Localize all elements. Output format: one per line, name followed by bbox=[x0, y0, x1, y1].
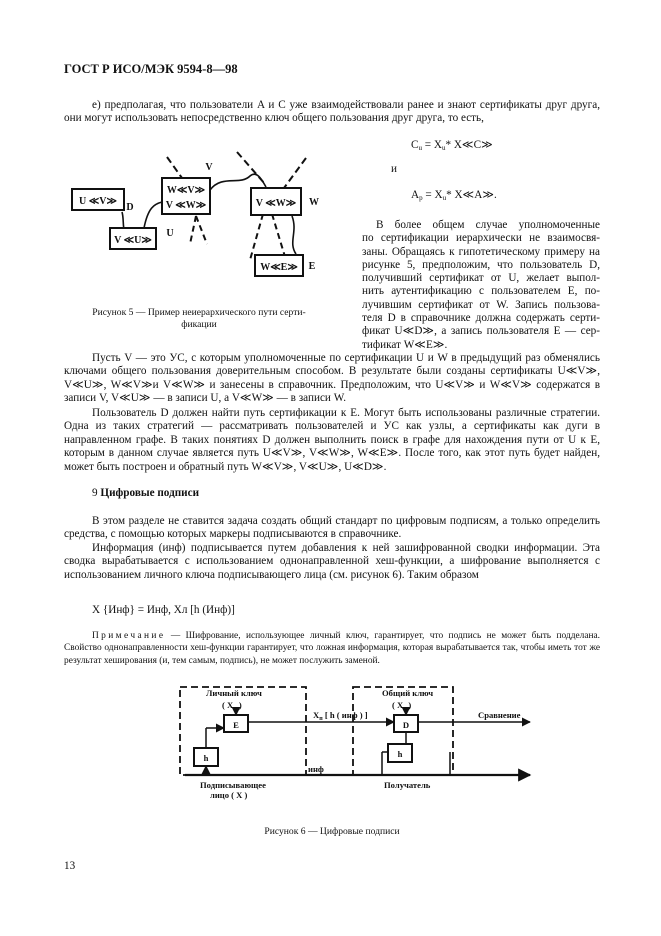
cert-w-v-label: W≪V≫ bbox=[166, 185, 206, 196]
right-line: лучившим сертификат от W. Запись пользова- bbox=[362, 298, 600, 311]
right-line: фикат U≪D≫, а запись пользователя E — сер- bbox=[362, 325, 600, 338]
node-u-label: U bbox=[166, 228, 174, 239]
right-line: рисунке 5, предположим, что пользователь D, bbox=[362, 258, 600, 271]
info-line-label: инф bbox=[308, 764, 324, 774]
note-paragraph bbox=[64, 630, 600, 667]
node-d-label: D bbox=[126, 202, 134, 213]
formula-c: $C_u = X_u*$ X≪C≫ bbox=[411, 139, 493, 152]
public-key-symbol: ( $X_о$ ) bbox=[392, 700, 412, 712]
right-line: по сертификации иерархически не взаимосвя- bbox=[362, 232, 600, 245]
formula-a: $A_p = X_u*$ X≪A≫. bbox=[411, 189, 497, 202]
section-number: 9 bbox=[92, 487, 98, 499]
personal-key-symbol: ( $X_п$ ) bbox=[222, 700, 242, 712]
node-w-label: W bbox=[309, 197, 319, 208]
page-header: ГОСТ Р ИСО/МЭК 9594-8—98 bbox=[64, 62, 238, 76]
section-heading bbox=[92, 487, 199, 499]
figure-6-caption: Рисунок 6 — Цифровые подписи bbox=[264, 826, 400, 837]
cert-u-v-label: U ≪V≫ bbox=[79, 196, 117, 207]
right-line: получивший сертификат от U, желает выпол- bbox=[362, 272, 600, 285]
figure-5-caption bbox=[64, 307, 334, 331]
formula-signature: X {Инф} = Инф, Xл [h (Инф)] bbox=[92, 604, 235, 616]
personal-key-label: Личный ключ bbox=[206, 688, 262, 698]
section-title: Цифровые подписи bbox=[100, 487, 200, 499]
right-column-paragraph bbox=[362, 219, 600, 352]
right-line: заны. Обращаясь к гипотетическому примеру на bbox=[362, 245, 600, 258]
box-d-label: D bbox=[402, 720, 410, 730]
node-v-label: V bbox=[205, 162, 213, 173]
node-e-label: E bbox=[308, 261, 316, 272]
paragraph-razdel: В этом разделе не ставится задача создать общий стандарт по цифровым подписям, а только определить средства, с помощью которых маркеры подписываются в справочнике. bbox=[64, 515, 600, 541]
note-label: Примечание bbox=[92, 631, 166, 641]
box-h-signer: h bbox=[203, 753, 209, 763]
paragraph-pust: Пусть V — это УС, с которым уполномоченные по сертификации U и W в предыдущий раз обменялись ключами общего пользования доверительным способом. В результате были созданы сертификаты U≪V≫, V≪U≫, W≪V≫и V≪W≫ и занесены в справочник. Предположим, что U≪V≫ и W≪V≫ содержатся в записи V, V≪U≫ — в записи U, а V≪W≫ — в записи W. bbox=[64, 352, 600, 405]
figure-5-caption-line1: Рисунок 5 — Пример неиерархического пути серти- bbox=[92, 307, 306, 318]
cert-w-e-label: W≪E≫ bbox=[260, 262, 298, 273]
figure-5-caption-line2: фикации bbox=[181, 318, 217, 330]
signer-label-line2: лицо ( X ) bbox=[210, 790, 248, 800]
public-key-label: Общий ключ bbox=[382, 688, 434, 698]
receiver-label: Получатель bbox=[384, 780, 431, 790]
right-line: нить аутентификацию с пользователем E, по- bbox=[362, 285, 600, 298]
right-line: теля D в справочнике должна содержать серти- bbox=[362, 312, 600, 325]
right-line: В более общем случае уполномоченные bbox=[376, 219, 600, 231]
signer-label-line1: Подписывающее bbox=[200, 780, 266, 790]
paragraph-e: е) предполагая, что пользователи A и C уже взаимодействовали ранее и знают сертификаты друг друга, они могут использовать непосредственно ключ общего пользования друг друга, то есть, bbox=[64, 99, 600, 125]
page-number: 13 bbox=[64, 860, 76, 872]
right-line: тификат W≪E≫. bbox=[362, 338, 448, 351]
formula-and: и bbox=[391, 163, 397, 175]
paragraph-info: Информация (инф) подписывается путем добавления к ней зашифрованной сводки информации. Эта сводка вырабатывается с использованием однонаправленной хеш-функции, а шифрование выполняется с использованием личного ключа подписывающего лица (см. рисунок 6). Таким образом bbox=[64, 542, 600, 581]
compare-label: Сравнение bbox=[478, 710, 521, 720]
cert-v-w-label: V ≪W≫ bbox=[165, 200, 207, 211]
encrypted-hash-label: $X_п$ [ h ( инф ) ] bbox=[313, 710, 368, 722]
figure-5-diagram bbox=[62, 150, 352, 280]
box-e-label: E bbox=[233, 720, 239, 730]
figure-6-diagram bbox=[150, 684, 535, 800]
cert-v-w-label-2: V ≪W≫ bbox=[255, 198, 297, 209]
paragraph-polzovatel: Пользователь D должен найти путь сертификации к E. Могут быть использованы различные стратегии. Одна из таких стратегий — рассматривать пользователей и УС как узлы, а сертификаты как дуги в направленном графе. В таких понятиях D должен выполнить поиск в графе для нахождения пути от U к E, которым в данном случае является путь U≪V≫, V≪W≫, W≪E≫. После того, как этот путь будет найден, может быть построен и обратный путь W≪V≫, V≪U≫, U≪D≫. bbox=[64, 407, 600, 473]
cert-v-u-label: V ≪U≫ bbox=[114, 235, 152, 246]
box-h-receiver: h bbox=[397, 749, 403, 759]
note-text: — Шифрование, использующее личный ключ, гарантирует, что подпись не может быть подделана. Свойство однонаправленности хеш-функции гарантирует, что ложная информация, которая вырабатывается так, чтобы иметь тот же результат хеширования (и, тем самым, подпись), не может послужить заменой. bbox=[64, 631, 600, 666]
